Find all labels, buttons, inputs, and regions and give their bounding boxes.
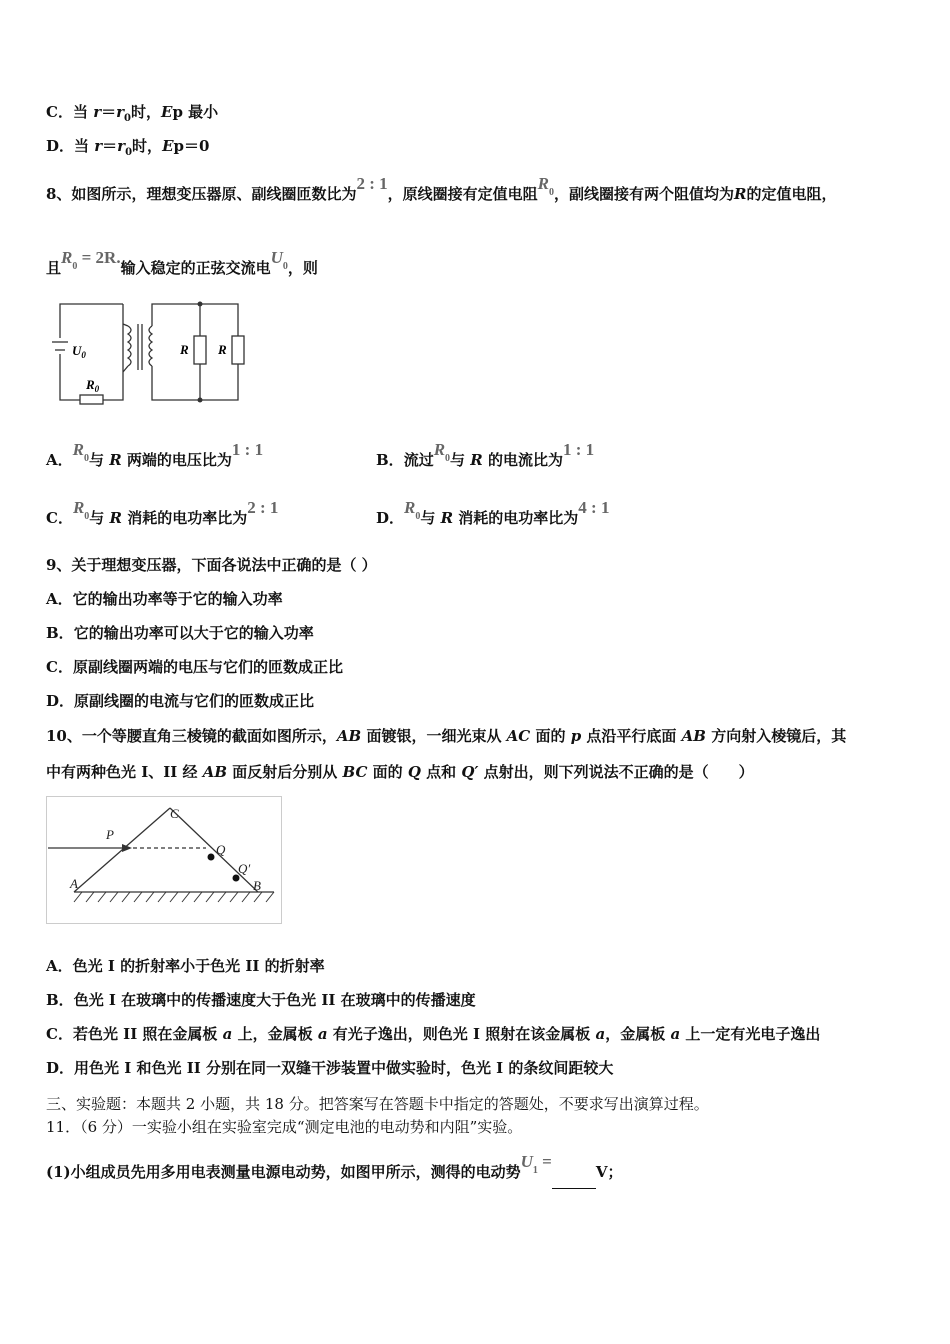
- q10-option-b: B．色光 I 在玻璃中的传播速度大于色光 II 在玻璃中的传播速度: [46, 991, 476, 1009]
- q7-option-d: D．当 $r=r_0$时，Ep＝0: [46, 137, 210, 158]
- label-q: Q: [216, 842, 226, 857]
- q9-option-d: D．原副线圈的电流与它们的匝数成正比: [46, 692, 315, 710]
- q7-option-c: C．当 $r=r_0$时，Ep 最小: [46, 103, 219, 124]
- q8-option-a: A．$R_0$与 R 两端的电压比为1 : 1: [46, 440, 264, 469]
- source-label: $U_0$: [72, 343, 86, 360]
- q10-option-d: D．用色光 I 和色光 II 分别在同一双缝干涉装置中做实验时，色光 I 的条纹间距较大: [46, 1059, 614, 1077]
- label-b: B: [253, 878, 261, 893]
- q11-part1: (1)小组成员先用多用电表测量电源电动势，如图甲所示，测得的电动势$U_1 =V$；: [46, 1162, 623, 1189]
- q8-option-c: C．$R_0$与 R 消耗的电功率比为2 : 1: [46, 498, 279, 527]
- transformer-circuit-diagram: [48, 296, 248, 408]
- q10-option-a: A．色光 I 的折射率小于色光 II 的折射率: [46, 957, 325, 975]
- q9-option-a: A．它的输出功率等于它的输入功率: [46, 590, 283, 608]
- r0-label: $R_0$: [86, 377, 100, 394]
- answer-blank[interactable]: [552, 1174, 596, 1189]
- section-3-heading: 三、实验题：本题共 2 小题，共 18 分。把答案写在答题卡中指定的答题处，不要求写出演算过程。: [46, 1095, 709, 1113]
- q10-stem-line1: 10、一个等腰直角三棱镜的截面如图所示，AB 面镀银，一细光束从 AC 面的 p 点沿平行底面 AB 方向射入棱镜后，其: [46, 727, 847, 745]
- r1-label: R: [180, 342, 189, 357]
- q9-option-c: C．原副线圈两端的电压与它们的匝数成正比: [46, 658, 343, 676]
- q8-stem-line1: 8、如图所示，理想变压器原、副线圈匝数比为2 : 1，原线圈接有定值电阻$R_0$，副线圈接有两个阻值均为R的定值电阻，: [46, 174, 837, 203]
- q10-stem-line2: 中有两种色光 I、II 经 AB 面反射后分别从 BC 面的 Q 点和 Q′ 点射出，则下列说法不正确的是（ ）: [46, 763, 754, 781]
- q8-stem-line2: 且$R_0 = 2R$.输入稳定的正弦交流电$U_0$，则: [46, 248, 318, 277]
- q8-option-b: B．流过$R_0$与 R 的电流比为1 : 1: [376, 440, 595, 469]
- q9-option-b: B．它的输出功率可以大于它的输入功率: [46, 624, 314, 642]
- q9-stem: 9、关于理想变压器，下面各说法中正确的是（ ）: [46, 556, 377, 574]
- q10-option-c: C．若色光 II 照在金属板 a 上，金属板 a 有光子逸出，则色光 I 照射在该金属板 a，金属板 a 上一定有光电子逸出: [46, 1025, 821, 1043]
- label-q-prime: Q′: [238, 861, 251, 876]
- q11-stem: 11．（6 分）一实验小组在实验室完成“测定电池的电动势和内阻”实验。: [46, 1118, 523, 1136]
- q8-option-d: D．$R_0$与 R 消耗的电功率比为4 : 1: [376, 498, 610, 527]
- r2-label: R: [218, 342, 227, 357]
- label-p: P: [106, 827, 114, 842]
- label-c: C: [170, 806, 179, 821]
- prism-diagram: [46, 796, 282, 924]
- label-a: A: [70, 876, 78, 891]
- point-q: [208, 854, 215, 861]
